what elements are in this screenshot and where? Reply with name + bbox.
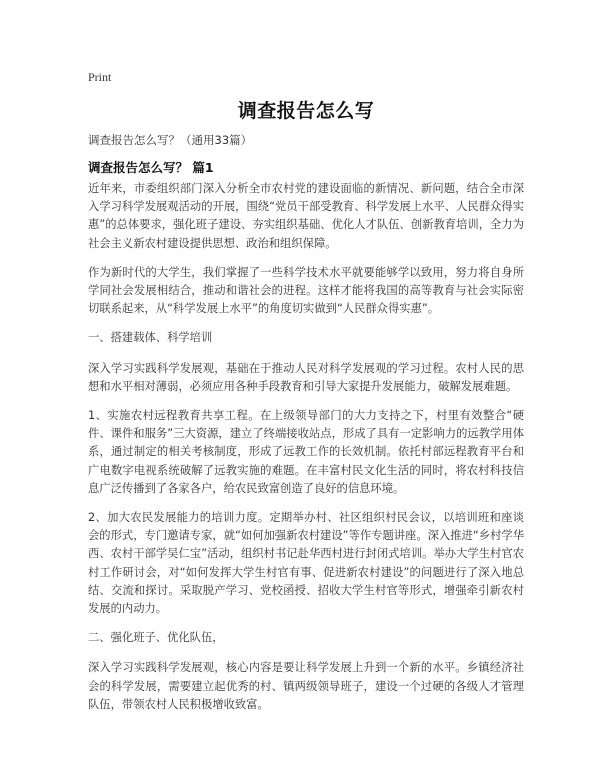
paragraph: 2、加大农民发展能力的培训力度。定期举办村、社区组织村民会议，以培训班和座谈会的形式，专门邀请专家，就“如何加强新农村建设”等作专题讲座。深入推进“乡村学华西、农村干部学吴仁宝”活动，组织村书记赴华西村进行封闭式培训。举办大学生村官农村工作研讨会，对“如何发挥大学生村官有事、促进新农村建设”的问题进行了深入地总结、交流和探讨。采取脱产学习、党校函授、招收大学生村官等形式，增强牵引新农村发展的内动力。: [88, 511, 524, 616]
document-title: 调查报告怎么写: [237, 100, 375, 122]
document-subtitle: 调查报告怎么写？（通用33篇）: [88, 133, 253, 147]
print-link[interactable]: Print: [88, 70, 112, 84]
paragraph: 近年来，市委组织部门深入分析全市农村党的建设面临的新情况、新问题，结合全市深入学习科学发展观活动的开展，围绕“党员干部受教育、科学发展上水平、人民群众得实惠”的总体要求，强化班子建设、夯实组织基础、优化人才队伍、创新教育培训，全力为社会主义新农村建设提供思想、政治和组织保障。: [88, 182, 524, 250]
paragraph: 作为新时代的大学生，我们掌握了一些科学技术水平就要能够学以致用，努力将自身所学同社会发展相结合，推动和谐社会的进程。这样才能将我国的高等教育与社会实际密切联系起来，从“科学发展上水平”的角度切实做到“人民群众得实惠”。: [88, 265, 524, 316]
section-heading: 调查报告怎么写？ 篇1: [88, 160, 214, 175]
paragraph: 深入学习实践科学发展观，基础在于推动人民对科学发展观的学习过程。农村人民的思想和水平相对薄弱，必须应用各种手段教育和引导大家提升发展能力，破解发展难题。: [88, 361, 524, 393]
paragraph: 1、实施农村远程教育共享工程。在上级领导部门的大力支持之下，村里有效整合“硬件、课件和服务”三大资源，建立了终端接收站点，形成了具有一定影响力的远教学用体系，通过制定的相关考核制度，形成了远教工作的长效机制。依托村部远程教育平台和广电数字电视系统破解了远教实施的难题。在丰富村民文化生活的同时，将农村科技信息广泛传播到了各家各户，给农民致富创造了良好的信息环境。: [88, 409, 524, 495]
paragraph: 深入学习实践科学发展观，核心内容是要让科学发展上升到一个新的水平。乡镇经济社会的科学发展，需要建立起优秀的村、镇两级领导班子，建设一个过硬的各级人才管理队伍，带领农村人民积极增收致富。: [88, 661, 524, 711]
subsection-heading: 二、强化班子、优化队伍，: [88, 631, 224, 645]
subsection-heading: 一、搭建载体、科学培训: [88, 331, 213, 345]
document-body: [88, 180, 524, 725]
